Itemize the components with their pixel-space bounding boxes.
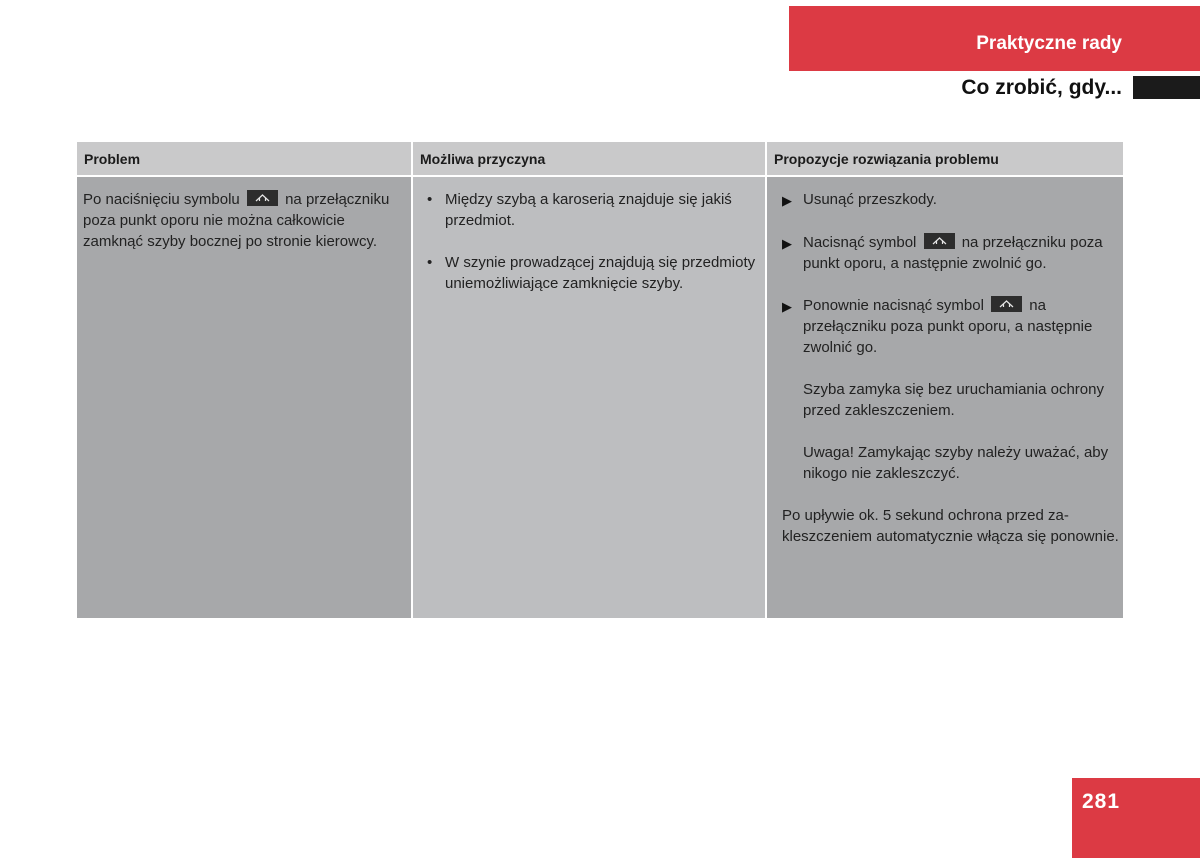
troubleshooting-table bbox=[77, 142, 1123, 618]
window-close-symbol-icon bbox=[247, 190, 278, 206]
step-text: Usunąć przeszkody. bbox=[803, 191, 937, 208]
solution-note: Szyba zamyka się bez uruchamiania ochrony przed zakleszczeniem. bbox=[803, 381, 1104, 419]
subsection-bar bbox=[1133, 76, 1200, 99]
solution-step-2 bbox=[782, 232, 1119, 274]
page-number: 281 bbox=[1072, 778, 1200, 858]
solution-step-1 bbox=[782, 189, 1119, 211]
triangle-right-icon: ▶ bbox=[782, 236, 792, 251]
column-header-solution: Propozycje rozwiązania problemu bbox=[767, 142, 1123, 175]
subsection-title: Co zrobić, gdy... bbox=[961, 76, 1122, 99]
list-item bbox=[427, 189, 759, 231]
section-tab bbox=[789, 6, 1200, 71]
step-text bbox=[803, 232, 1119, 274]
solution-cell bbox=[767, 177, 1123, 618]
cause-cell bbox=[413, 177, 765, 618]
column-header-problem: Problem bbox=[77, 142, 411, 175]
cause-text: Między szybą a karoserią znajduje się jakiś przedmiot. bbox=[445, 191, 732, 229]
step-text-end: na przełączniku poza punkt oporu, a następnie zwolnić go. bbox=[803, 297, 1093, 356]
problem-text-end: na przełączniku poza punkt oporu nie można całkowicie zamknąć szyby bocznej po stronie kierowcy. bbox=[83, 191, 390, 250]
step-text-start: Nacisnąć symbol bbox=[803, 234, 917, 251]
triangle-right-icon: ▶ bbox=[782, 193, 792, 208]
solution-final-note: Po upływie ok. 5 sekund ochrona przed za-kleszczeniem automatycznie włącza się ponownie. bbox=[782, 507, 1119, 545]
step-text-start: Ponownie nacisnąć symbol bbox=[803, 297, 984, 314]
table-row bbox=[77, 177, 1123, 618]
step-text bbox=[803, 295, 1119, 358]
list-item bbox=[427, 252, 759, 294]
section-title: Praktyczne rady bbox=[976, 32, 1122, 54]
step-text-end: na przełączniku poza punkt oporu, a następnie zwolnić go. bbox=[803, 234, 1103, 272]
column-header-cause: Możliwa przyczyna bbox=[413, 142, 765, 175]
window-close-symbol-icon bbox=[924, 233, 955, 249]
solution-step-3 bbox=[782, 295, 1119, 358]
problem-text-start: Po naciśnięciu symbolu bbox=[83, 191, 240, 208]
problem-cell bbox=[77, 177, 411, 618]
table-header-row bbox=[77, 142, 1123, 175]
triangle-right-icon: ▶ bbox=[782, 299, 792, 314]
bullet-icon: • bbox=[427, 191, 433, 208]
solution-warning: Uwaga! Zamykając szyby należy uważać, aby nikogo nie zakleszczyć. bbox=[803, 444, 1109, 482]
cause-text: W szynie prowadzącej znajdują się przedmioty uniemożliwiające zamknięcie szyby. bbox=[445, 254, 756, 292]
window-close-symbol-icon bbox=[991, 296, 1022, 312]
bullet-icon: • bbox=[427, 254, 433, 271]
